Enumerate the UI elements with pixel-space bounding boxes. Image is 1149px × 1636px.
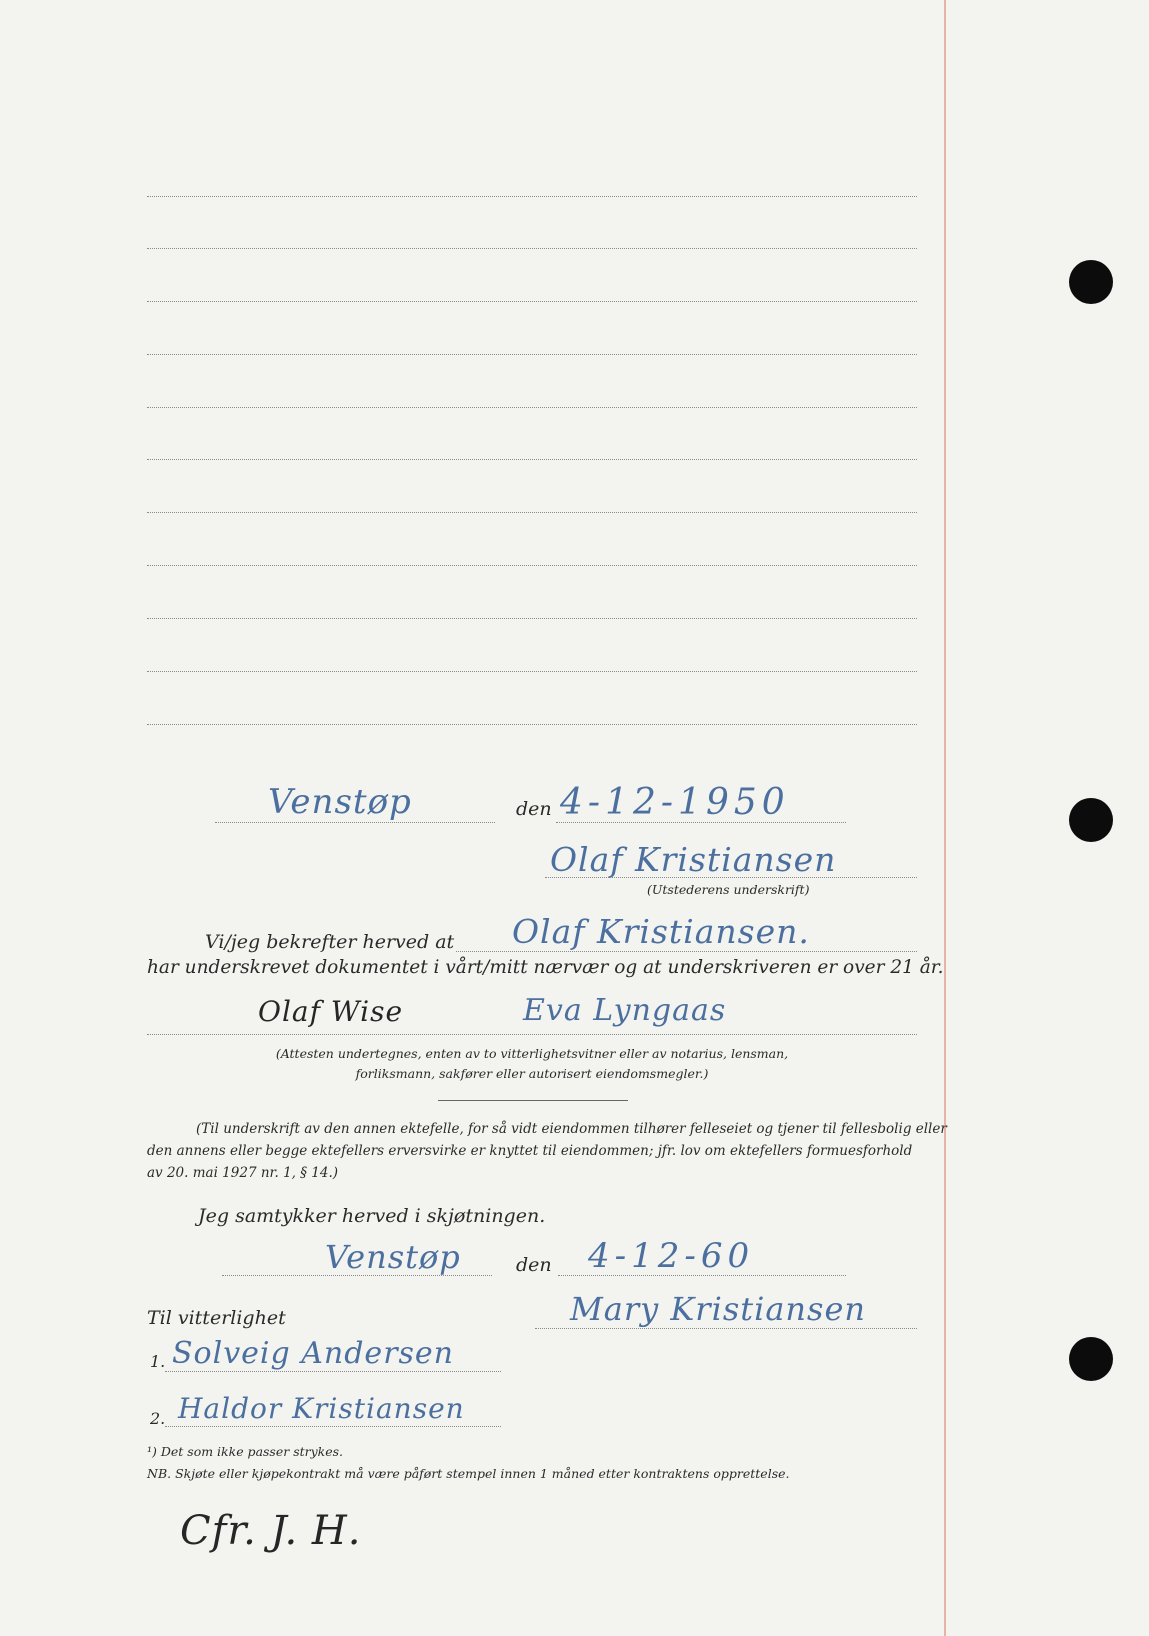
issuer-signature-line	[545, 877, 917, 878]
blank-line	[147, 724, 917, 725]
issuer-signature: Olaf Kristiansen	[550, 840, 837, 879]
witness-signature-1: Olaf Wise	[258, 995, 404, 1028]
blank-line	[147, 354, 917, 355]
witness-1-number: 1.	[150, 1352, 166, 1371]
consent-place-line	[222, 1275, 492, 1276]
witness-heading: Til vitterlighet	[147, 1307, 286, 1329]
blank-line	[147, 565, 917, 566]
consent-den-label: den	[516, 1254, 552, 1276]
blank-line	[147, 618, 917, 619]
issuer-caption: (Utstederens underskrift)	[647, 882, 810, 897]
attestation-note-2: forliksmann, sakfører eller autorisert eiendomsmegler.)	[355, 1066, 709, 1081]
place-line	[215, 822, 495, 823]
blank-line	[147, 459, 917, 460]
witness-signature-line	[147, 1034, 917, 1035]
blank-line	[147, 512, 917, 513]
footnote-1: ¹) Det som ikke passer strykes.	[147, 1444, 344, 1459]
consent-signature-line	[535, 1328, 917, 1329]
punch-hole-bottom	[1069, 1337, 1113, 1381]
punch-hole-top	[1069, 260, 1113, 304]
blank-line	[147, 248, 917, 249]
consent-text: Jeg samtykker herved i skjøtningen.	[198, 1205, 546, 1227]
margin-rule	[944, 0, 946, 1636]
blank-line	[147, 301, 917, 302]
witness-2-name: Haldor Kristiansen	[178, 1392, 465, 1425]
attestation-prefix: Vi/jeg bekrefter herved at	[205, 931, 455, 953]
den-label: den	[516, 798, 552, 820]
consent-date: 4-12-60	[588, 1236, 755, 1276]
blank-line	[147, 671, 917, 672]
consent-signature: Mary Kristiansen	[570, 1290, 866, 1328]
consent-place: Venstøp	[325, 1238, 461, 1276]
witness-2-line	[165, 1426, 501, 1427]
spouse-note-2: den annens eller begge ektefellers erversvirke er knyttet til eiendommen; jfr. lov om ektefellers formuesforhold	[147, 1143, 913, 1159]
witness-1-name: Solveig Andersen	[172, 1336, 455, 1371]
witness-signature-2: Eva Lyngaas	[523, 993, 727, 1028]
attestation-note-1: (Attesten undertegnes, enten av to vitterlighetsvitner eller av notarius, lensman,	[275, 1046, 789, 1061]
margin-handwritten-note: Cfr. J. H.	[180, 1508, 362, 1554]
witness-1-line	[165, 1371, 501, 1372]
consent-date-line	[558, 1275, 846, 1276]
place-handwritten: Venstøp	[268, 782, 412, 822]
date-handwritten: 4-12-1950	[560, 782, 790, 823]
attestation-name: Olaf Kristiansen.	[512, 912, 810, 951]
date-line	[556, 822, 846, 823]
blank-line	[147, 196, 917, 197]
punch-hole-middle	[1069, 798, 1113, 842]
attestation-line2: har underskrevet dokumentet i vårt/mitt nærvær og at underskriveren er over 21 år.	[147, 957, 944, 978]
footnote-2: NB. Skjøte eller kjøpekontrakt må være påført stempel innen 1 måned etter kontraktens opprettelse.	[147, 1466, 790, 1481]
blank-line	[147, 407, 917, 408]
attestation-name-line	[456, 951, 917, 952]
witness-2-number: 2.	[150, 1409, 166, 1428]
section-divider	[438, 1100, 628, 1101]
spouse-note-1: (Til underskrift av den annen ektefelle, for så vidt eiendommen tilhører felleseiet og tjener til fellesbolig eller	[196, 1121, 947, 1137]
spouse-note-3: av 20. mai 1927 nr. 1, § 14.)	[147, 1165, 339, 1181]
